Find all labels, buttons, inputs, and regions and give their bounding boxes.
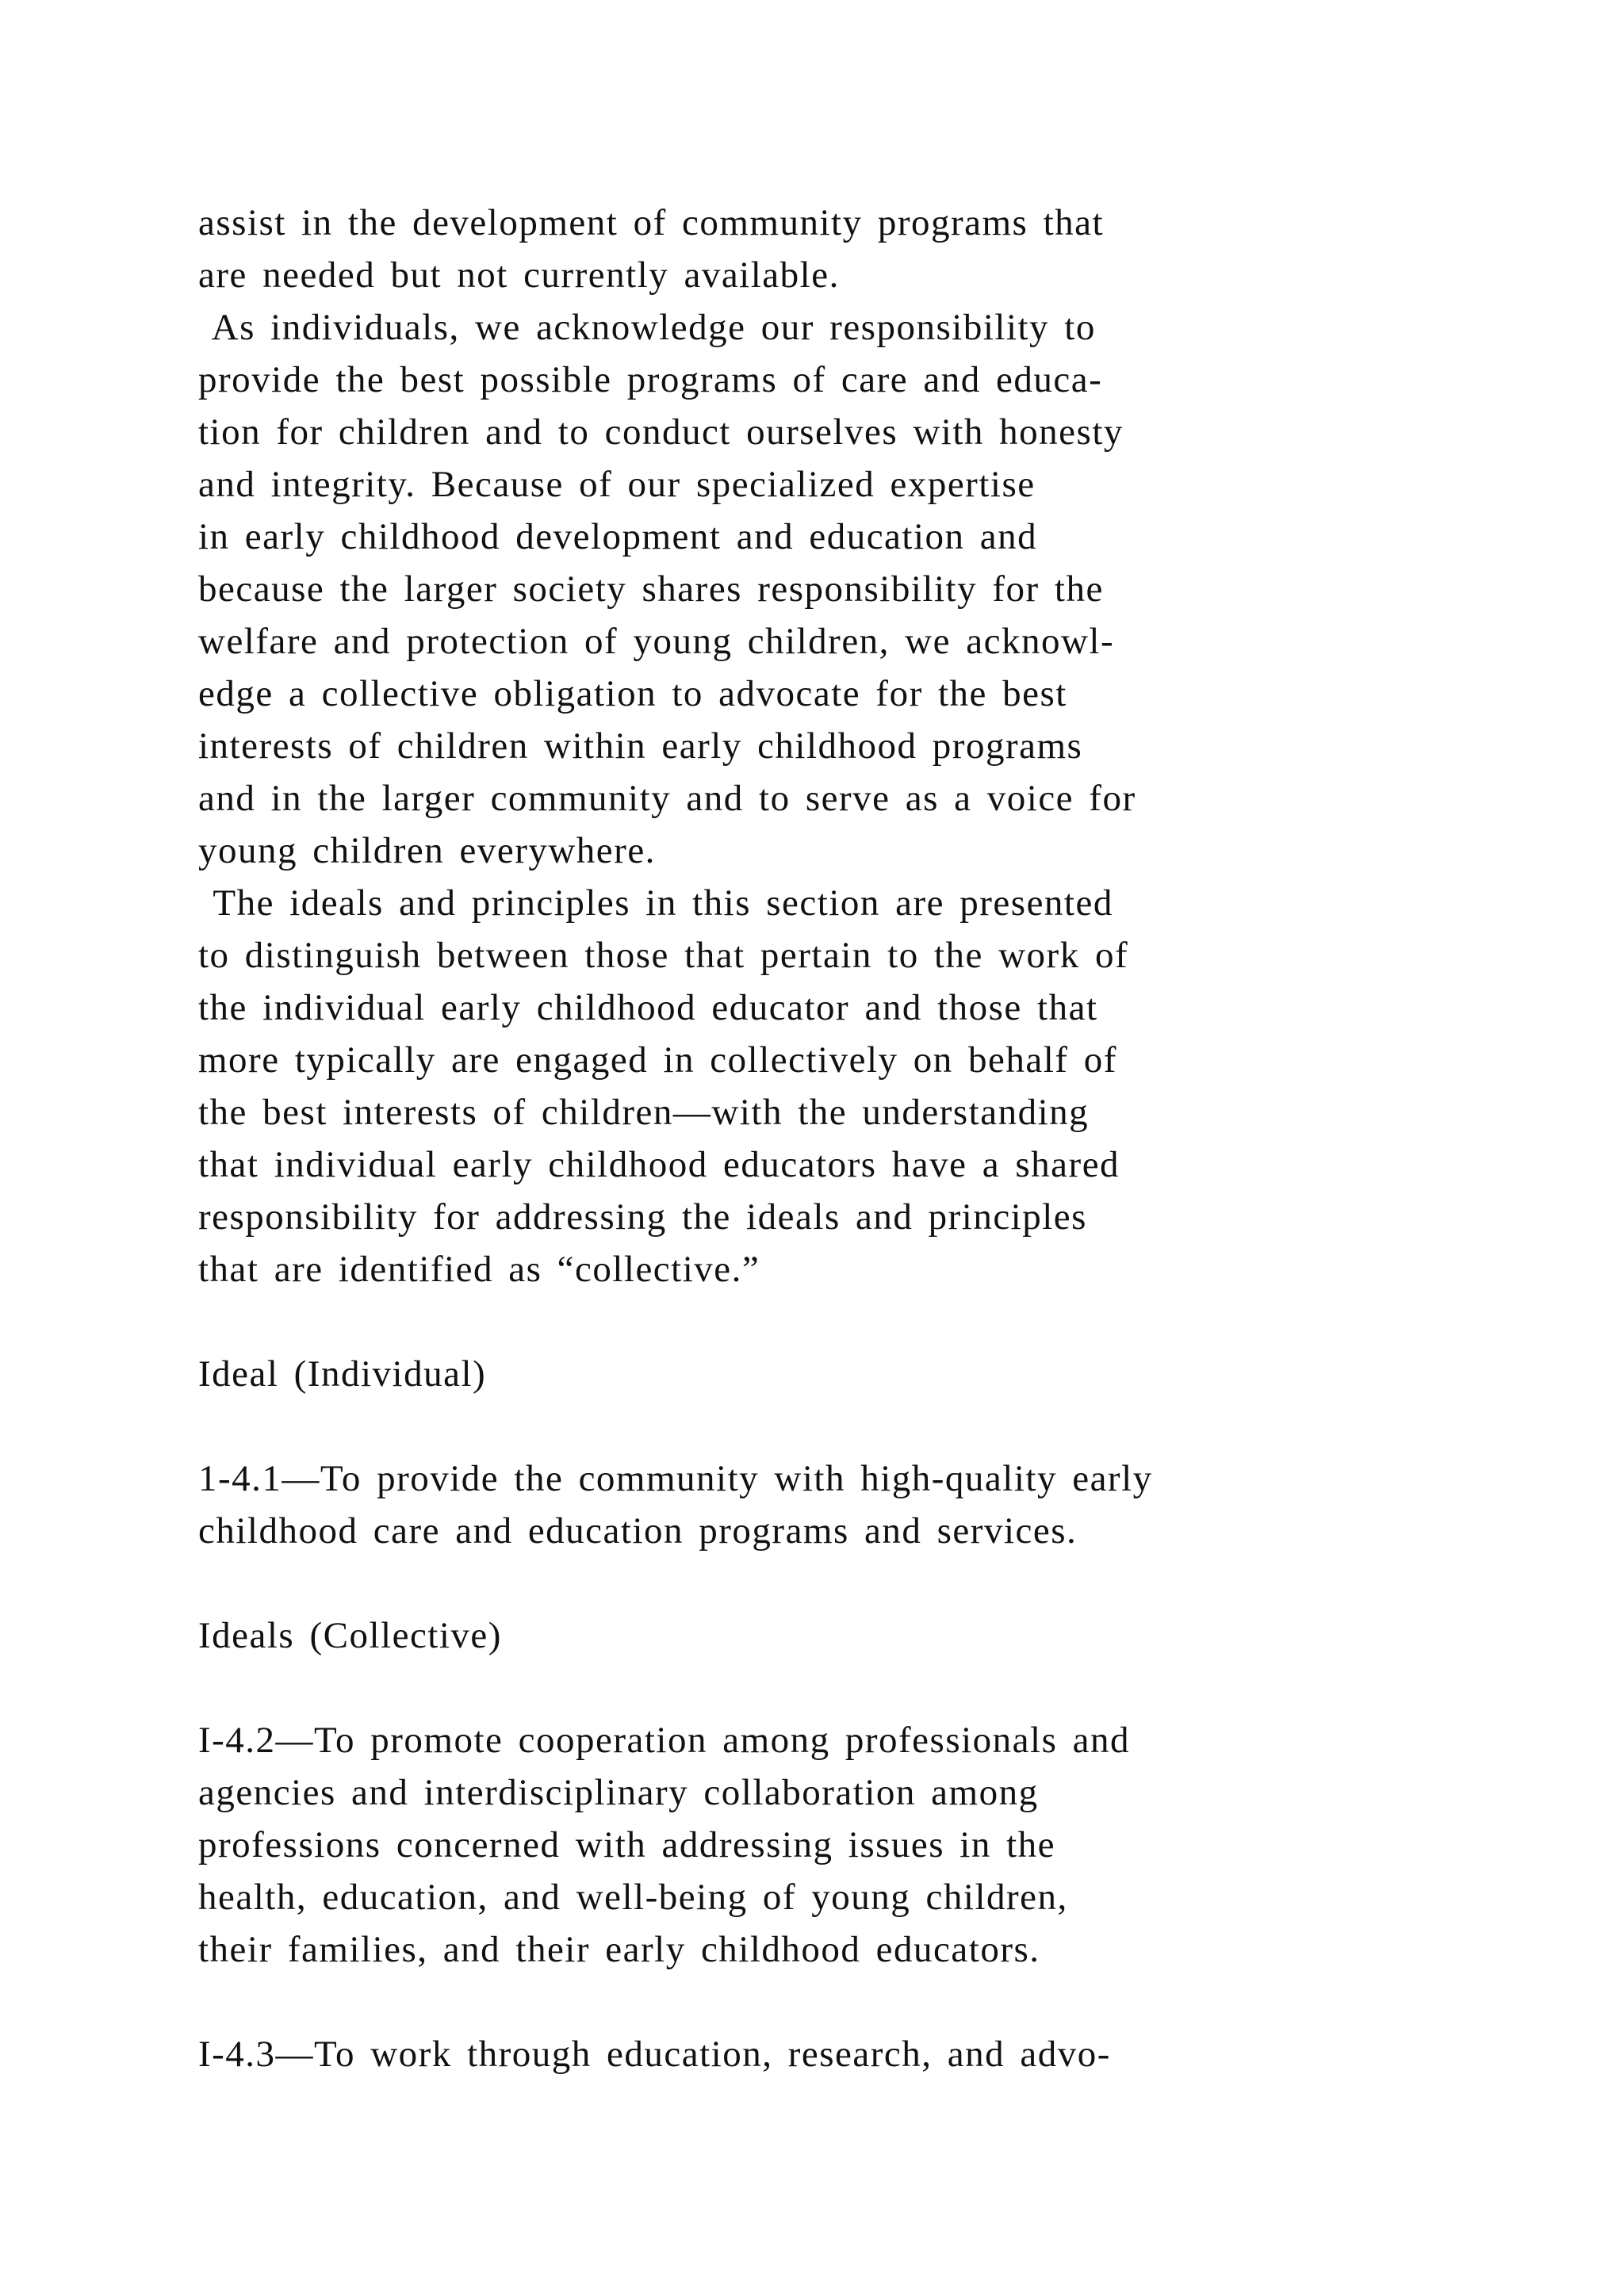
spacer: [198, 1976, 1546, 2028]
text-line: that are identified as “collective.”: [198, 1249, 760, 1290]
text-line: in early childhood development and education and: [198, 516, 1038, 557]
text-line: As individuals, we acknowledge our responsibility to: [198, 307, 1096, 348]
text-line: professions concerned with addressing issues in the: [198, 1824, 1056, 1866]
text-line: the best interests of children—with the understanding: [198, 1092, 1090, 1133]
text-line: more typically are engaged in collectively on behalf of: [198, 1039, 1117, 1081]
text-line: and in the larger community and to serve as a voice for: [198, 778, 1136, 819]
text-line: are needed but not currently available.: [198, 254, 840, 296]
text-line: childhood care and education programs and services.: [198, 1510, 1078, 1552]
text-line: I-4.3—To work through education, research, and advo-: [198, 2034, 1111, 2075]
text-line: provide the best possible programs of care and educa-: [198, 359, 1103, 400]
text-line: edge a collective obligation to advocate for the best: [198, 673, 1067, 714]
spacer: [198, 1400, 1546, 1452]
heading-ideals-collective: Ideals (Collective): [198, 1615, 502, 1656]
spacer: [198, 1557, 1546, 1609]
spacer: [198, 1662, 1546, 1714]
text-line: and integrity. Because of our specialized expertise: [198, 464, 1036, 505]
text-line: the individual early childhood educator and those that: [198, 987, 1098, 1028]
ideal-I-4-2: [198, 1714, 1546, 1976]
text-line: their families, and their early childhood educators.: [198, 1929, 1040, 1970]
text-line: 1-4.1—To provide the community with high-quality early: [198, 1458, 1153, 1499]
text-line: assist in the development of community programs that: [198, 202, 1105, 243]
document-body: [198, 197, 1546, 2080]
text-line: because the larger society shares responsibility for the: [198, 568, 1104, 610]
individuals-paragraph: [198, 301, 1546, 877]
text-line: tion for children and to conduct ourselves with honesty: [198, 411, 1124, 453]
spacer: [198, 1295, 1546, 1348]
text-line: that individual early childhood educators have a shared: [198, 1144, 1120, 1185]
ideals-principles-paragraph: [198, 877, 1546, 1295]
text-line: welfare and protection of young children, we acknowl-: [198, 621, 1115, 662]
ideal-I-4-3: [198, 2028, 1546, 2080]
text-line: to distinguish between those that pertain to the work of: [198, 935, 1129, 976]
ideal-1-4-1: [198, 1452, 1546, 1557]
text-line: interests of children within early childhood programs: [198, 725, 1083, 767]
heading-ideal-individual: Ideal (Individual): [198, 1353, 487, 1395]
text-line: health, education, and well-being of young children,: [198, 1877, 1068, 1918]
text-line: The ideals and principles in this section are presented: [198, 882, 1113, 924]
text-line: responsibility for addressing the ideals and principles: [198, 1196, 1087, 1238]
intro-paragraph: [198, 197, 1546, 301]
text-line: young children everywhere.: [198, 830, 656, 871]
text-line: agencies and interdisciplinary collaboration among: [198, 1772, 1039, 1813]
text-line: I-4.2—To promote cooperation among professionals and: [198, 1720, 1131, 1761]
